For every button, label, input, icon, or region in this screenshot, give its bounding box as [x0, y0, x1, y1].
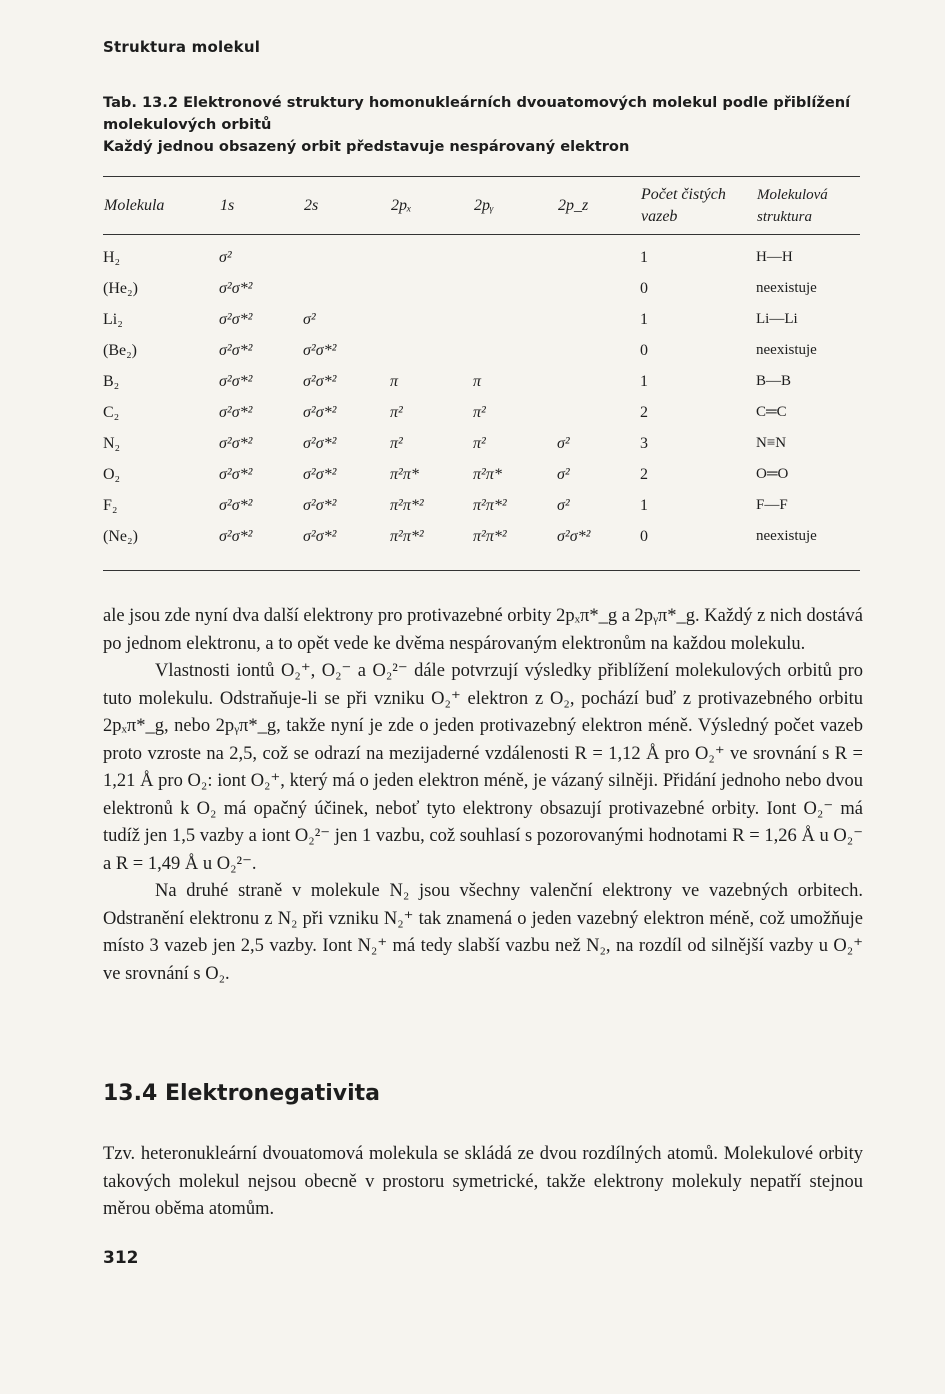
col-header-2s: 2s [304, 197, 319, 214]
table-cell [473, 335, 557, 366]
col-header-2px: 2pₓ [391, 197, 412, 214]
table-cell: σ²σ*² [219, 310, 253, 328]
col-header-2py: 2pᵧ [474, 197, 494, 214]
table-cell [473, 273, 557, 304]
table-cell: 0 [640, 527, 648, 545]
table-cell: 1 [640, 310, 648, 328]
table-cell [390, 335, 473, 366]
table-cell: 2 [640, 465, 648, 483]
table-cell: 1 [640, 248, 648, 266]
table-bottom-rule [103, 570, 860, 571]
table-cell: H₂ [103, 248, 121, 266]
table-cell [557, 397, 640, 428]
table-cell [390, 273, 473, 304]
table-cell: σ² [219, 248, 232, 266]
table-cell: π²π*² [390, 527, 424, 545]
table-cell [303, 236, 390, 273]
running-head: Struktura molekul [103, 38, 261, 56]
paragraph-3: Na druhé straně v molekule N₂ jsou všechny valenční elektrony ve vazebných orbitech. Odstranění elektronu z N₂ při vzniku N₂⁺ tak znamená o jeden vazebný elektron méně, což umožňuje místo 3 vazeb jen 2,5 vazby. Iont N₂⁺ má tedy slabší vazbu než N₂, na rozdíl od silnější vazby u O₂⁺ ve srovnání s O₂. [103, 881, 863, 984]
table-cell: σ²σ*² [219, 403, 253, 421]
table-cell: σ² [557, 465, 570, 483]
table-cell [390, 236, 473, 273]
table-row [103, 236, 860, 273]
col-header-2pz: 2p_z [558, 197, 589, 214]
table-cell: σ² [557, 434, 570, 452]
table-cell: π²π* [473, 465, 502, 483]
table-cell: F₂ [103, 496, 118, 514]
table-cell: π²π*² [473, 527, 507, 545]
table-cell [390, 304, 473, 335]
table-cell: σ²σ*² [219, 341, 253, 359]
table-cell: σ²σ*² [219, 434, 253, 452]
table-cell: Li—Li [756, 311, 798, 327]
col-header-structure: Molekulová struktura [757, 187, 828, 225]
table-cell: π²π*² [390, 496, 424, 514]
table-cell: 0 [640, 279, 648, 297]
table-cell [303, 273, 390, 304]
col-header-1s: 1s [220, 197, 235, 214]
table-cell: (He₂) [103, 279, 138, 297]
orbital-table [103, 176, 860, 552]
table-cell: N₂ [103, 434, 121, 452]
table-cell: neexistuje [756, 280, 817, 296]
table-cell: σ²σ*² [303, 403, 337, 421]
table-caption [103, 92, 873, 158]
table-cell: H—H [756, 249, 793, 265]
table-cell: σ² [557, 496, 570, 514]
body-text [103, 603, 863, 988]
table-cell: (Be₂) [103, 341, 138, 359]
page-number: 312 [103, 1248, 139, 1268]
table-row [103, 397, 860, 428]
table-cell: π² [473, 403, 486, 421]
caption-note: Každý jednou obsazený orbit představuje nespárovaný elektron [103, 138, 630, 155]
table-cell: σ²σ*² [303, 527, 337, 545]
table-cell: σ²σ*² [219, 279, 253, 297]
table-cell: σ²σ*² [219, 372, 253, 390]
table-cell: B—B [756, 373, 792, 389]
section-heading: 13.4 Elektronegativita [103, 1081, 381, 1106]
table-cell: σ²σ*² [219, 465, 253, 483]
table-row [103, 428, 860, 459]
section-text [103, 1141, 863, 1224]
table-cell: O₂ [103, 465, 121, 483]
table-cell [473, 304, 557, 335]
table-cell: (Ne₂) [103, 527, 138, 545]
table-row [103, 304, 860, 335]
table-cell: 0 [640, 341, 648, 359]
table-cell [557, 236, 640, 273]
table-row [103, 459, 860, 490]
table-cell: σ²σ*² [303, 434, 337, 452]
table-cell [557, 335, 640, 366]
table-cell: π [390, 372, 399, 390]
table-cell: 1 [640, 496, 648, 514]
table-cell: σ²σ*² [303, 496, 337, 514]
table-row [103, 273, 860, 304]
table-cell: σ²σ*² [303, 341, 337, 359]
section-paragraph: Tzv. heteronukleární dvouatomová molekula se skládá ze dvou rozdílných atomů. Molekulové orbity takových molekul nejsou obecně v prostoru symetrické, takže elektrony molekuly nepatří stejnou měrou oběma atomům. [103, 1144, 863, 1219]
table-cell: neexistuje [756, 528, 817, 544]
table-cell: π² [390, 434, 403, 452]
col-header-bond-count: Počet čistých vazeb [641, 186, 726, 225]
table-cell: π [473, 372, 482, 390]
caption-title: Tab. 13.2 Elektronové struktury homonukleárních dvouatomových molekul podle přiblížení molekulových orbitů [103, 94, 851, 133]
table-cell [557, 273, 640, 304]
table-cell: π² [390, 403, 403, 421]
table-cell [557, 304, 640, 335]
table-cell: Li₂ [103, 310, 123, 328]
table-header-row [103, 176, 860, 236]
table-cell: π² [473, 434, 486, 452]
table-cell [557, 366, 640, 397]
paragraph-2: Vlastnosti iontů O₂⁺, O₂⁻ a O₂²⁻ dále potvrzují výsledky přiblížení molekulových orbitů pro tuto molekulu. Odstraňuje-li se při vzniku O₂⁺ elektron z O₂, pochází buď z protivazebného orbitu 2pₓπ*_g, nebo 2pᵧπ*_g, takže nyní je zde o jeden protivazebný elektron méně. Výsledný počet vazeb proto vzroste na 2,5, což se odrazí na mezijaderné vzdálenosti R = 1,12 Å pro O₂⁺ ve srovnání s R = 1,21 Å pro O₂: iont O₂⁺, který má o jeden elektron méně, je vázaný silněji. Přidání jednoho nebo dvou elektronů k O₂ má opačný účinek, neboť tyto elektrony obsazují protivazebné orbity. Iont O₂⁻ má tudíž jen 1,5 vazby a iont O₂²⁻ jen 1 vazbu, což souhlasí s pozorovanými hodnotami R = 1,26 Å u O₂⁻ a R = 1,49 Å u O₂²⁻. [103, 661, 863, 874]
table-row [103, 490, 860, 521]
table-row [103, 335, 860, 366]
table-cell [473, 236, 557, 273]
table-row [103, 366, 860, 397]
col-header-molecule: Molekula [104, 197, 165, 214]
table-cell: σ²σ*² [303, 465, 337, 483]
table-cell: B₂ [103, 372, 120, 390]
table-cell: 2 [640, 403, 648, 421]
table-cell: σ² [303, 310, 316, 328]
table-cell: π²π*² [473, 496, 507, 514]
table-cell: C═C [756, 404, 787, 420]
table-cell: σ²σ*² [219, 496, 253, 514]
table-cell: 3 [640, 434, 648, 452]
table-cell: C₂ [103, 403, 120, 421]
table-cell: σ²σ*² [303, 372, 337, 390]
table-row [103, 521, 860, 552]
table-cell: 1 [640, 372, 648, 390]
table-cell: σ²σ*² [219, 527, 253, 545]
table-cell: F—F [756, 497, 788, 513]
table-cell: π²π* [390, 465, 419, 483]
table-cell: σ²σ*² [557, 527, 591, 545]
paragraph-1: ale jsou zde nyní dva další elektrony pro protivazebné orbity 2pₓπ*_g a 2pᵧπ*_g. Každý z nich dostává po jednom elektronu, a to opět vede ke dvěma nespárovaným elektronům na každou molekulu. [103, 606, 864, 654]
table-cell: neexistuje [756, 342, 817, 358]
table-cell: O═O [756, 466, 789, 482]
table-cell: N≡N [756, 435, 787, 451]
